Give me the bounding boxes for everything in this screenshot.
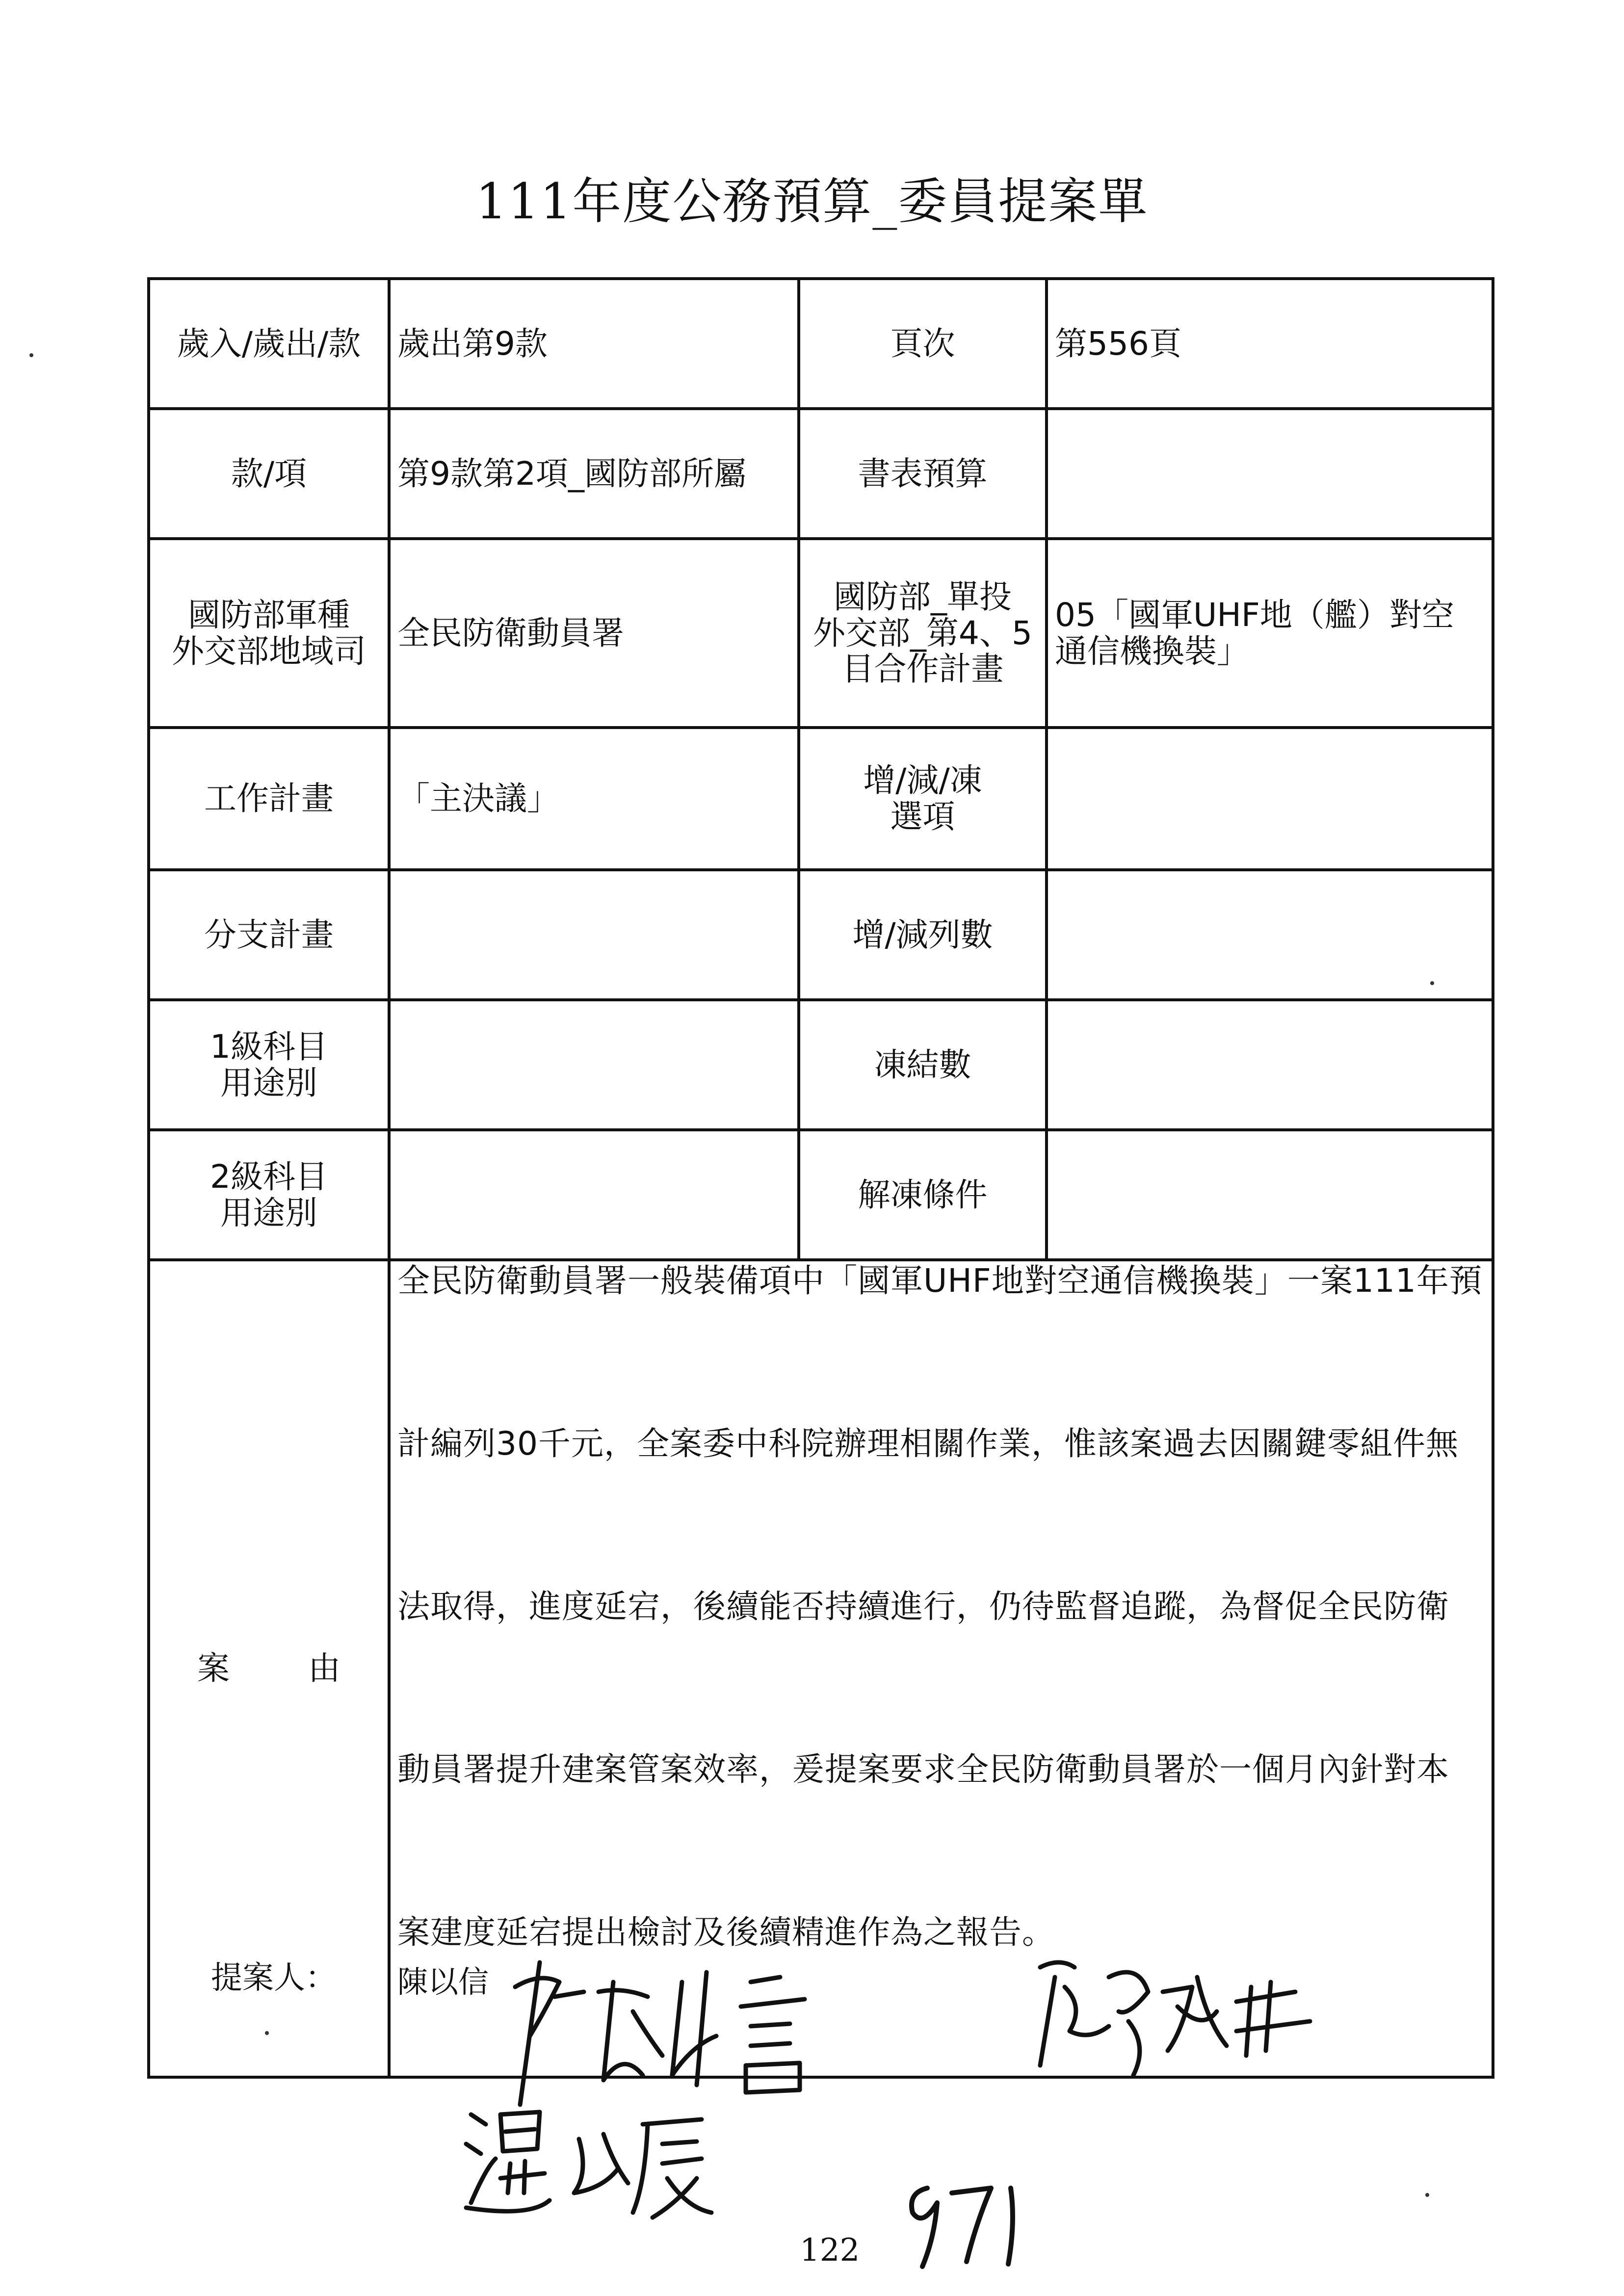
row-value: 05「國軍UHF地（艦）對空通信機換裝」: [1047, 539, 1493, 728]
form-row: [149, 539, 1493, 728]
form-row: [149, 1130, 1493, 1260]
row-label: 1級科目 用途別: [149, 1000, 389, 1130]
row-label: 款/項: [149, 409, 389, 539]
row-value: 歲出第9款: [389, 279, 799, 409]
row-value: [1047, 1130, 1493, 1260]
row-label: 解凍條件: [799, 1130, 1047, 1260]
scan-speck: [265, 2031, 269, 2035]
signature-chen: [486, 1953, 868, 2114]
row-value: [389, 1130, 799, 1260]
row-label: 國防部_單投 外交部_第4、5 目合作計畫: [799, 539, 1047, 728]
reason-label-a: 案: [197, 1649, 230, 1688]
form-title: 111年度公務預算_委員提案單: [475, 173, 1149, 230]
row-label: 書表預算: [799, 409, 1047, 539]
row-value: [389, 870, 799, 1000]
row-label: 歲入/歲出/款: [149, 279, 389, 409]
form-row: [149, 279, 1493, 409]
proposal-form-table: [147, 277, 1494, 2079]
handwritten-number-971: [898, 2173, 1045, 2271]
row-value: [1047, 1000, 1493, 1130]
row-label: 增/減/凍 選項: [799, 728, 1047, 870]
row-label: 工作計畫: [149, 728, 389, 870]
reason-line: 案建度延宕提出檢討及後續精進作為之報告。: [397, 1913, 1055, 1951]
proposer-name: 陳以信: [397, 1964, 489, 2000]
form-row: [149, 870, 1493, 1000]
row-value: 全民防衛動員署: [389, 539, 799, 728]
reason-line: 計編列30千元，全案委中科院辦理相關作業，惟該案過去因關鍵零組件無: [397, 1425, 1459, 1462]
row-label: 分支計畫: [149, 870, 389, 1000]
row-label: 國防部軍種 外交部地域司: [149, 539, 389, 728]
row-label: 凍結數: [799, 1000, 1047, 1130]
row-value: [1047, 728, 1493, 870]
scan-speck: [29, 353, 33, 357]
row-value: 第9款第2項_國防部所屬: [389, 409, 799, 539]
proposer-label: 提案人：: [211, 1960, 337, 1996]
row-label: 頁次: [799, 279, 1047, 409]
form-row: [149, 1000, 1493, 1130]
signature-lai: [1021, 1948, 1325, 2085]
scan-speck: [1430, 981, 1434, 985]
row-value: 「主決議」: [389, 728, 799, 870]
reason-line: 動員署提升建案管案效率，爰提案要求全民防衛動員署於一個月內針對本: [397, 1750, 1449, 1788]
form-row: [149, 409, 1493, 539]
row-value: [389, 1000, 799, 1130]
page-number: 122: [800, 2232, 860, 2269]
row-value: [1047, 409, 1493, 539]
row-value: 第556頁: [1047, 279, 1493, 409]
signature-wen: [456, 2095, 731, 2227]
row-label: 2級科目 用途別: [149, 1130, 389, 1260]
row-value: [1047, 870, 1493, 1000]
reason-label-b: 由: [308, 1649, 341, 1688]
form-row: [149, 728, 1493, 870]
reason-line: 法取得，進度延宕，後續能否持續進行，仍待監督追蹤，為督促全民防衛: [397, 1588, 1449, 1625]
reason-line: 全民防衛動員署一般裝備項中「國軍UHF地對空通信機換裝」一案111年預: [397, 1262, 1482, 1300]
scan-speck: [1425, 2193, 1429, 2197]
row-label: 增/減列數: [799, 870, 1047, 1000]
